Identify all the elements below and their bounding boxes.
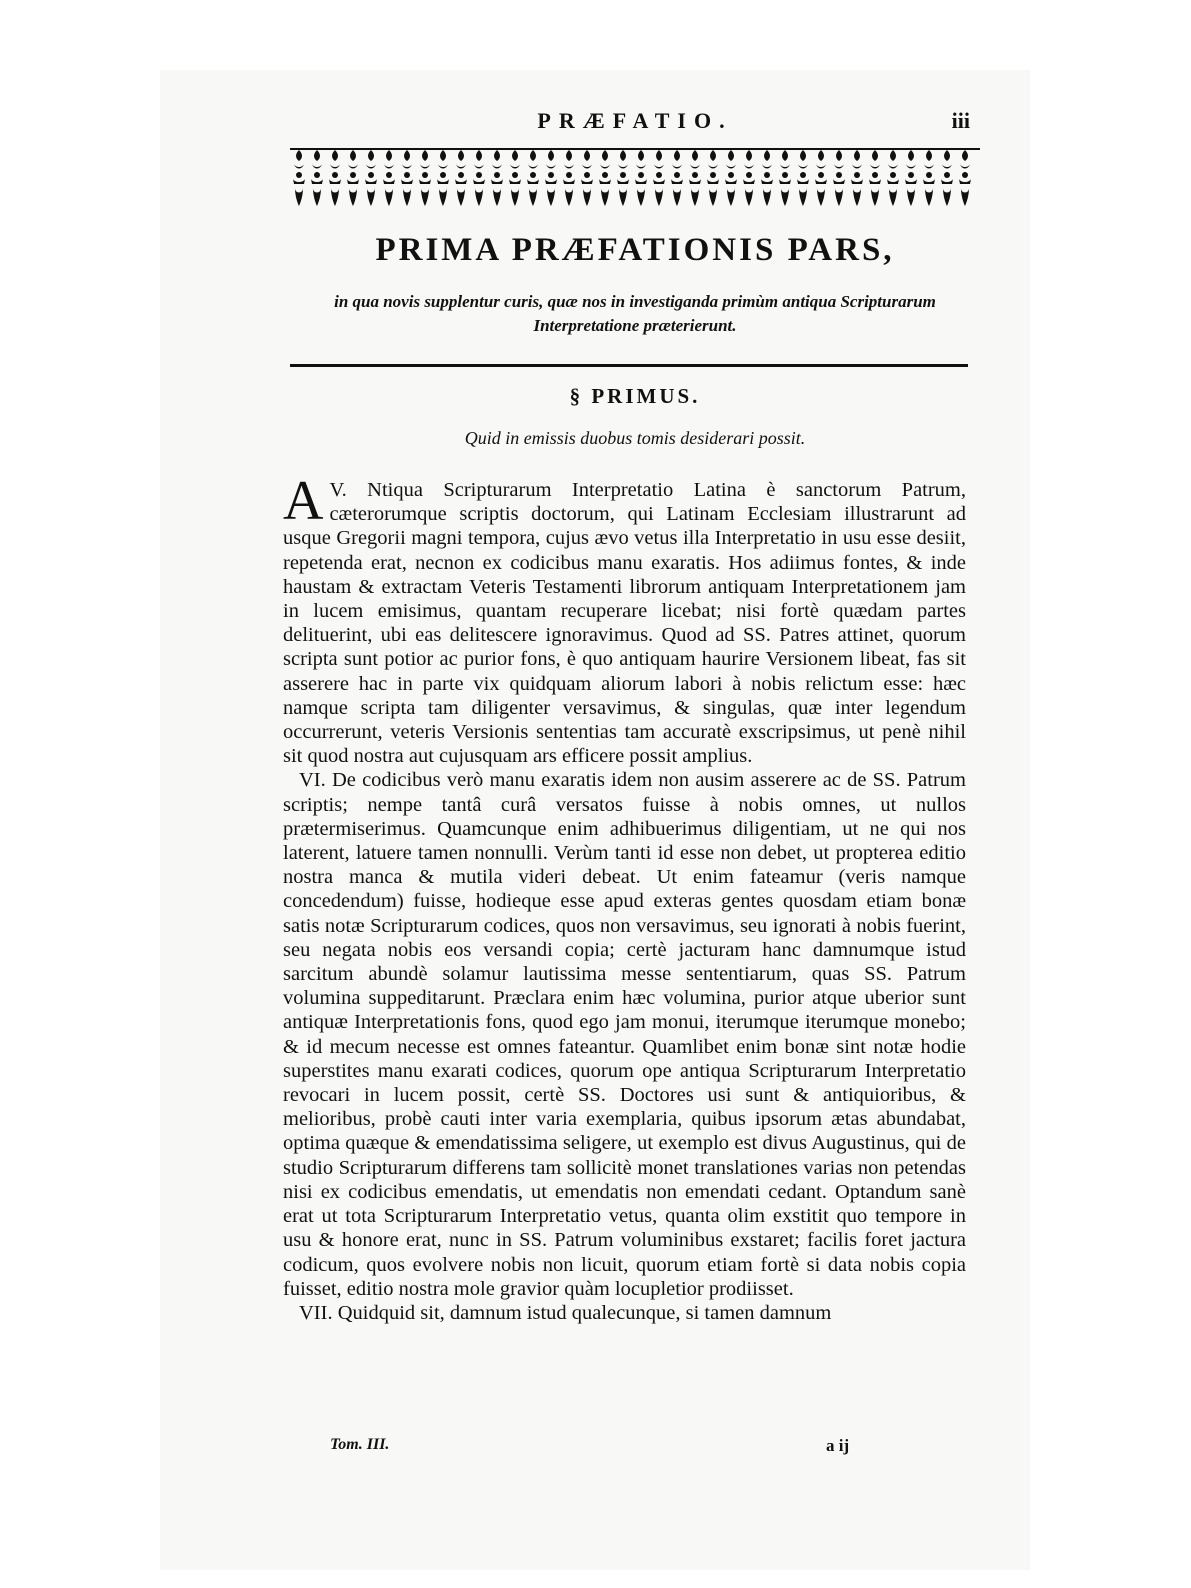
drop-cap: A [283, 470, 324, 532]
signature-mark: a ij [826, 1436, 850, 1455]
fleuron-band-icon [290, 148, 980, 212]
paragraph-vii [283, 1301, 966, 1325]
running-head [290, 108, 980, 138]
running-title: PRÆFATIO. [537, 108, 733, 133]
fleuron-band-graphic [290, 148, 980, 212]
section-title: § PRIMUS. [569, 384, 701, 408]
paragraph-number: VI. [299, 769, 326, 792]
section-subtitle: Quid in emissis duobus tomis desiderari possit. [464, 428, 806, 448]
paragraph-vi [283, 768, 966, 1300]
part-title: PRIMA PRÆFATIONIS PARS, [375, 232, 895, 268]
page-number: iii [951, 108, 970, 133]
paragraph-text: Quidquid sit, damnum istud qualecunque, si tamen damnum [337, 1301, 832, 1324]
part-subtitle: in qua novis supplentur curis, quæ nos in investiganda primùm antiqua Scripturarum Interpretatione præterierunt. [334, 292, 936, 335]
paragraph-text: De codicibus verò manu exaratis idem non ausim asserere ac de SS. Patrum scriptis; nempe tantâ curâ versatos fuisse à nobis omnes, ut nullos prætermiserimus. Quamcunque enim adhibuerimus diligentiam, ut ne qui nos laterent, latuere tamen nonnulli. Verùm tanti id esse non debet, ut propterea editio nostra manca & mutila videri debeat. Ut enim fateamur (veris namque concedendum) fuisse, hodieque esse apud exteras gentes quosdam etiam bonæ satis notæ Scripturarum codices, quos non versavimus, seu ignorati à nobis fuerint, seu negata nobis eos versandi copia; certè jacturam hanc damnumque istud sarcitum abundè solamur lautissima messe sententiarum, quas SS. Patrum volumina suppeditarunt. Præclara enim hæc volumina, purior atque uberior sunt antiquæ Interpretationis fons, quod ego jam monui, iterumque iterumque monebo; & id mecum necesse est omnes fateantur. Quamlibet enim bonæ sint notæ hodie superstites manu exarati codices, quorum ope antiqua Scripturarum Interpretatio revocari in lucem possit, certè SS. Doctores usi sunt & antiquioribus, & melioribus, probè cauti inter varia exemplaria, quibus ipsorum ætas abundabat, optima quæque & emendatissima seligere, ut exemplo est divus Augustinus, qui de studio Scripturarum differens tam sollicitè monet translationes varias non petendas nisi ex codicibus emendatis, ut emendatis non emendati cedant. Optandum sanè erat ut tota Scripturarum Interpretatio vetus, quanta olim exstitit quo tempore in usu & honore erat, nunc in SS. Patrum voluminibus exstaret; facilis foret jactura codicum, quos evolvere nobis non licuit, quorum etiam fortè si data nobis copia fuisset, editio nostra mole gravior quàm locupletior prodiisset. [283, 769, 966, 1300]
paragraph-number: VII. [299, 1301, 333, 1324]
volume-footer: Tom. III. [330, 1436, 390, 1453]
paragraph-number: V. [329, 479, 347, 501]
paragraph-v [283, 470, 967, 768]
body-text [283, 470, 967, 1325]
paragraph-text: Ntiqua Scripturarum Interpretatio Latina è sanctorum Patrum, cæterorumque scriptis doctorum, qui Latinam Ecclesiam illustrarunt ad usque Gregorii magni tempora, cujus ævo vetus illa Interpretatio in usu esse desiit, repetenda erat, necnon ex codicibus manu exaratis. Hos adiimus fontes, & inde haustam & extractam Veteris Testamenti librorum antiquam Interpretationem jam in lucem emisimus, quantam recuperare licebat; nisi fortè quædam partes delituerint, ubi eas delitescere ignoravimus. Quod ad SS. Patres attinet, quorum scripta sunt potior ac purior fons, è quo antiquam haurire Versionem libeat, fas sit asserere hac in parte vix quidquam aliorum labori à nobis relictum esse: hæc namque scripta tam diligenter versavimus, & singulas, quæ inter legendum occurrerunt, veteris Versionis sententias tam accuratè exscripsimus, ut penè nihil sit quod nostra aut cujusquam ars efficere possit amplius. [283, 479, 967, 768]
divider-rule [290, 364, 968, 367]
